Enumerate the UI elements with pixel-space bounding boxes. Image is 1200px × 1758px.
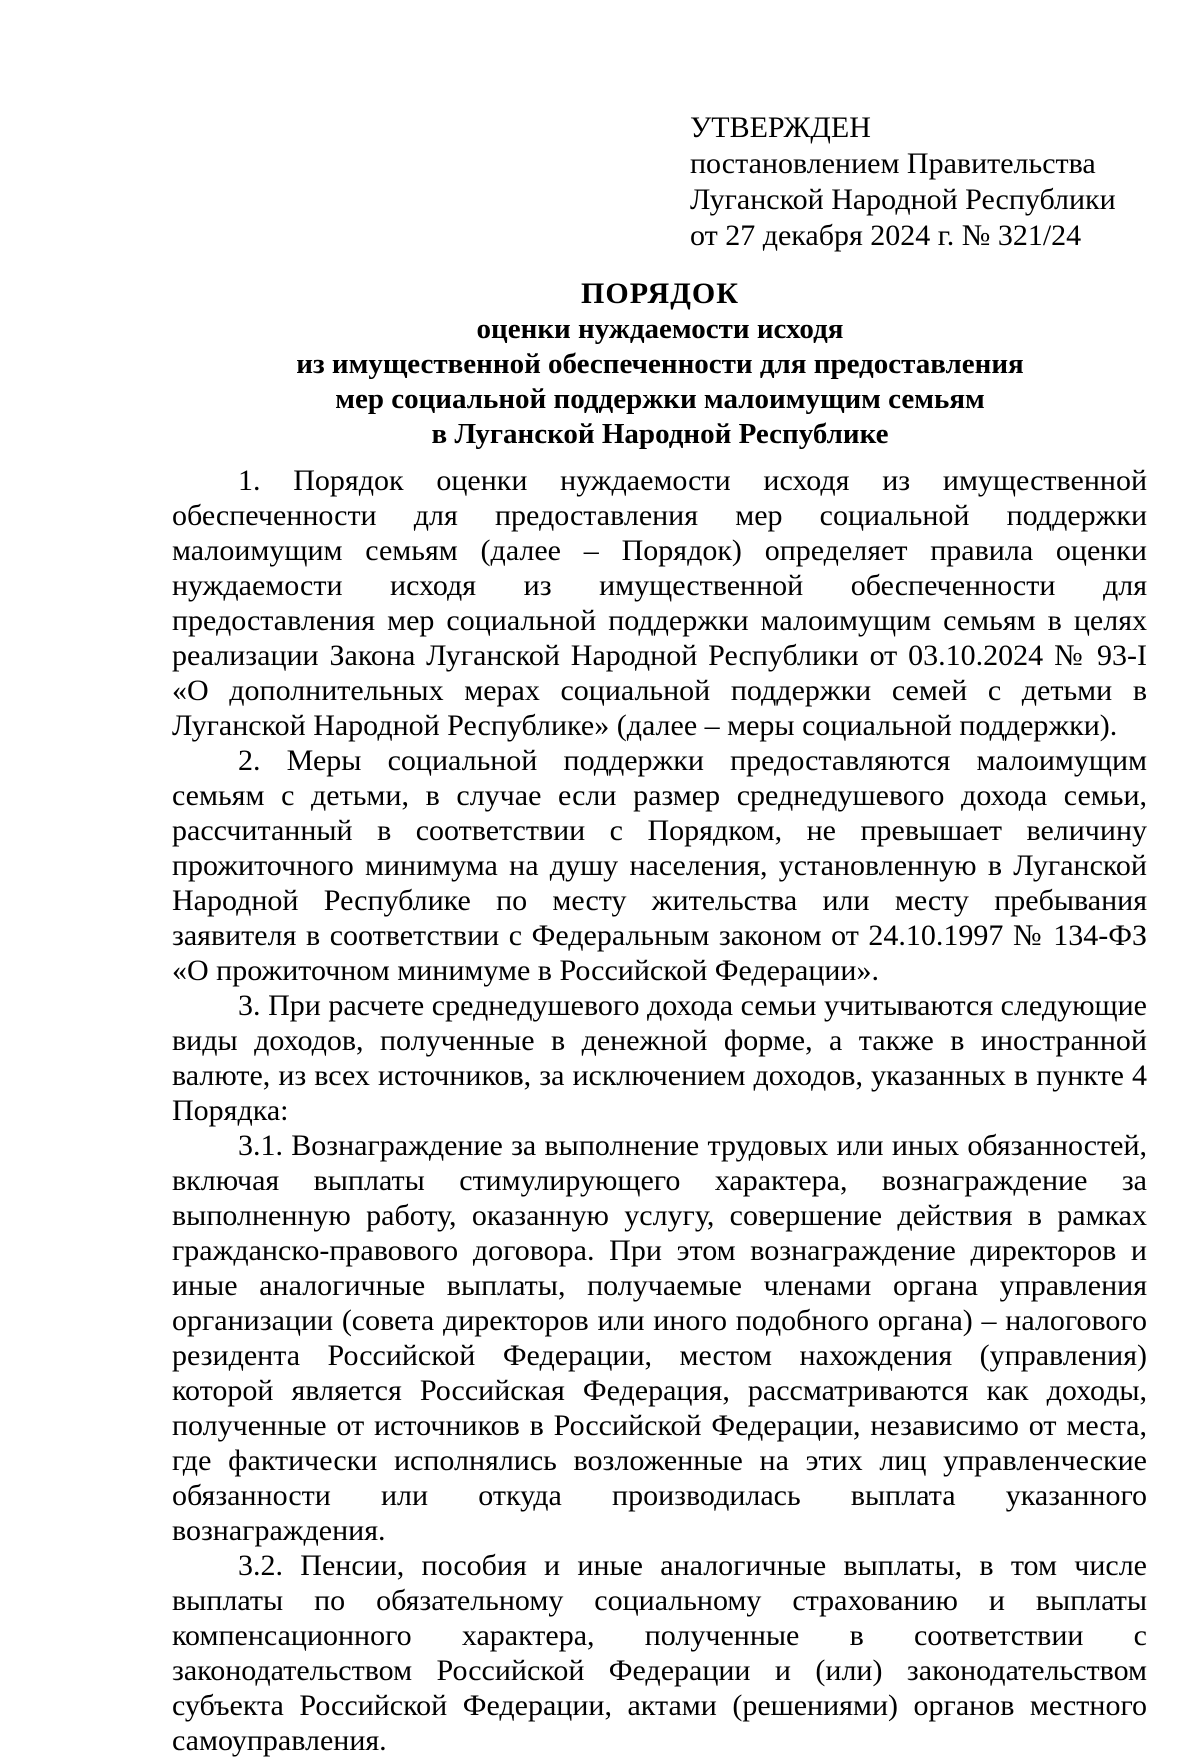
paragraph-3-1: 3.1. Вознаграждение за выполнение трудовых или иных обязанностей, включая выплаты стимулирующего характера, вознаграждение за выполненную работу, оказанную услугу, совершение действия в рамках гражданско-правового договора. При этом вознаграждение директоров и иные аналогичные выплаты, получаемые членами органа управления организации (совета директоров или иного подобного органа) – налогового резидента Российской Федерации, местом нахождения (управления) которой является Российская Федерация, рассматриваются как доходы, полученные от источников в Российской Федерации, независимо от места, где фактически исполнялись возложенные на этих лиц управленческие обязанности или откуда производилась выплата указанного вознаграждения. bbox=[172, 1129, 1147, 1547]
approval-resolution-line: постановлением Правительства bbox=[690, 147, 1096, 180]
paragraph-3-2: 3.2. Пенсии, пособия и иные аналогичные выплаты, в том числе выплаты по обязательному социальному страхованию и выплаты компенсационного характера, полученные в соответствии с законодательством Российской Федерации и (или) законодательством субъекта Российской Федерации, актами (решениями) органов местного самоуправления. bbox=[172, 1549, 1147, 1757]
document-title-block bbox=[170, 276, 1150, 452]
approval-heading: УТВЕРЖДЕН bbox=[690, 111, 871, 144]
approval-date-number-line: от 27 декабря 2024 г. № 321/24 bbox=[690, 219, 1082, 252]
document-title: ПОРЯДОК bbox=[581, 277, 739, 310]
paragraph-1: 1. Порядок оценки нуждаемости исходя из имущественной обеспеченности для предоставления мер социальной поддержки малоимущим семьям (далее – Порядок) определяет правила оценки нуждаемости исходя из имущественной обеспеченности для предоставления мер социальной поддержки малоимущим семьям в целях реализации Закона Луганской Народной Республики от 03.10.2024 № 93-I «О дополнительных мерах социальной поддержки семей с детьми в Луганской Народной Республике» (далее – меры социальной поддержки). bbox=[172, 464, 1147, 742]
approval-government-line: Луганской Народной Республики bbox=[690, 183, 1116, 216]
document-subtitle-line-4: в Луганской Народной Республике bbox=[431, 418, 889, 450]
paragraph-2: 2. Меры социальной поддержки предоставляются малоимущим семьям с детьми, в случае если размер среднедушевого дохода семьи, рассчитанный в соответствии с Порядком, не превышает величину прожиточного минимума на душу населения, установленную в Луганской Народной Республике по месту жительства или месту пребывания заявителя в соответствии с Федеральным законом от 24.10.1997 № 134-ФЗ «О прожиточном минимуме в Российской Федерации». bbox=[172, 744, 1147, 987]
paragraph-3: 3. При расчете среднедушевого дохода семьи учитываются следующие виды доходов, полученные в денежной форме, а также в иностранной валюте, из всех источников, за исключением доходов, указанных в пункте 4 Порядка: bbox=[172, 989, 1147, 1127]
document-subtitle-line-2: из имущественной обеспеченности для предоставления bbox=[296, 348, 1024, 380]
approval-stamp-block bbox=[690, 110, 1130, 254]
document-subtitle-line-1: оценки нуждаемости исходя bbox=[476, 313, 844, 345]
document-body bbox=[172, 463, 1147, 1758]
document-subtitle-line-3: мер социальной поддержки малоимущим семьям bbox=[335, 383, 985, 415]
